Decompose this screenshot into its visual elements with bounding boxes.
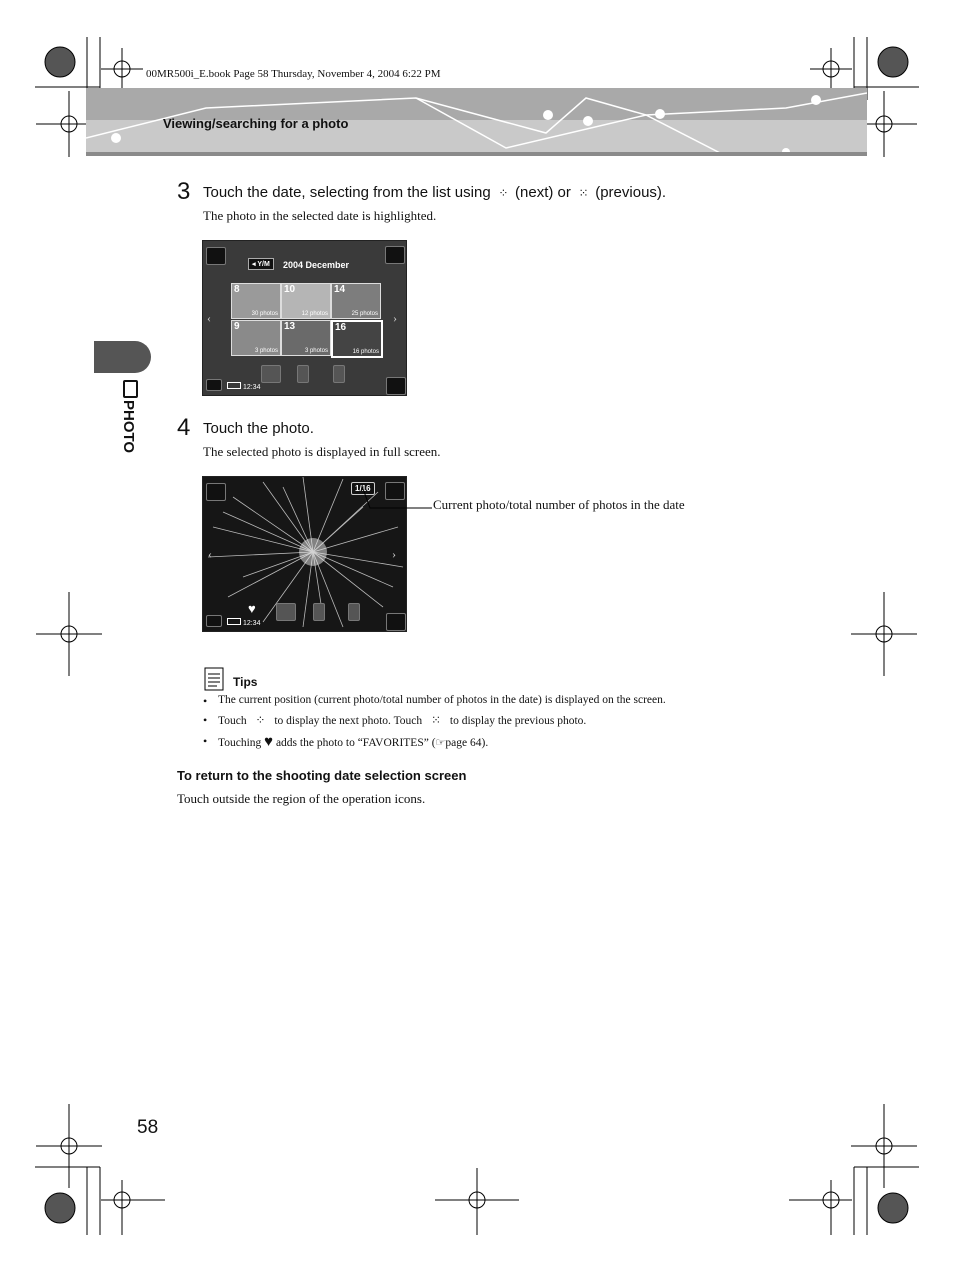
step3-text: Touch the date, selecting from the list using ⁘ (next) or ⁙ (previous). bbox=[203, 184, 667, 201]
ym-button[interactable]: ◂ Y/M bbox=[248, 258, 274, 270]
next-arrow-icon[interactable]: › bbox=[393, 311, 397, 325]
next-arrow-icon[interactable]: › bbox=[392, 547, 396, 561]
heart-icon: ♥ bbox=[264, 734, 274, 750]
position-badge: 1/16 bbox=[351, 482, 375, 495]
slideshow-icon[interactable] bbox=[276, 603, 296, 621]
header-rule bbox=[86, 152, 867, 156]
callout-label: Current photo/total number of photos in the date bbox=[433, 497, 685, 512]
previous-arrow-icon[interactable]: ‹ bbox=[207, 311, 211, 325]
date-thumb-9[interactable]: 9 3 photos bbox=[231, 320, 281, 356]
battery-icon bbox=[227, 618, 241, 625]
stamp-icon[interactable] bbox=[313, 603, 325, 621]
section-title: Viewing/searching for a photo bbox=[163, 116, 349, 131]
return-heading: To return to the shooting date selection screen bbox=[177, 768, 467, 783]
book-info: 00MR500i_E.book Page 58 Thursday, November 4, 2004 6:22 PM bbox=[146, 68, 441, 80]
home-icon[interactable] bbox=[206, 247, 226, 265]
date-thumb-8[interactable]: 8 30 photos bbox=[231, 283, 281, 319]
header-band bbox=[86, 88, 867, 156]
home-icon[interactable] bbox=[206, 483, 226, 501]
settings-tools-icon[interactable] bbox=[386, 613, 406, 631]
next-dots-icon: ⁘ bbox=[498, 186, 508, 200]
date-selection-screen bbox=[202, 240, 407, 396]
next-dots-icon: ⁘ bbox=[255, 713, 266, 727]
month-label: 2004 December bbox=[283, 260, 350, 270]
battery-icon bbox=[227, 382, 241, 389]
favorite-heart-icon[interactable]: ♥ bbox=[248, 601, 256, 616]
step4-note: The selected photo is displayed in full screen. bbox=[203, 444, 441, 459]
callout-leader bbox=[360, 484, 440, 514]
date-thumb-10[interactable]: 10 12 photos bbox=[281, 283, 331, 319]
tips-heading: Tips bbox=[233, 675, 258, 689]
slideshow-icon[interactable] bbox=[261, 365, 281, 383]
previous-dots-icon: ⁙ bbox=[578, 186, 588, 200]
display-icon[interactable] bbox=[206, 615, 222, 627]
date-thumb-13[interactable]: 13 3 photos bbox=[281, 320, 331, 356]
battery-clock: 12:34 bbox=[227, 618, 260, 627]
side-tab-label: PHOTO bbox=[120, 380, 138, 453]
page-reference-icon: ☞ bbox=[435, 737, 446, 749]
previous-dots-icon: ⁙ bbox=[431, 713, 442, 727]
delete-icon[interactable] bbox=[348, 603, 360, 621]
display-icon[interactable] bbox=[206, 379, 222, 391]
previous-arrow-icon[interactable]: ‹ bbox=[208, 547, 212, 561]
step-number-4: 4 bbox=[177, 414, 191, 441]
stamp-icon[interactable] bbox=[297, 365, 309, 383]
delete-icon[interactable] bbox=[333, 365, 345, 383]
date-thumb-16-selected[interactable]: 16 16 photos bbox=[331, 320, 383, 358]
settings-tools-icon[interactable] bbox=[386, 377, 406, 395]
step4-text: Touch the photo. bbox=[203, 420, 314, 437]
step-number-3: 3 bbox=[177, 178, 191, 205]
camera-icon bbox=[123, 380, 138, 398]
camera-mode-icon[interactable] bbox=[385, 246, 405, 264]
step3-note: The photo in the selected date is highlighted. bbox=[203, 208, 437, 223]
tips-notepad-icon bbox=[203, 666, 227, 692]
side-tab bbox=[94, 341, 151, 373]
return-text: Touch outside the region of the operation icons. bbox=[177, 791, 426, 806]
page-number: 58 bbox=[137, 1117, 159, 1138]
battery-clock: 12:34 bbox=[227, 382, 260, 391]
date-thumb-14[interactable]: 14 25 photos bbox=[331, 283, 381, 319]
